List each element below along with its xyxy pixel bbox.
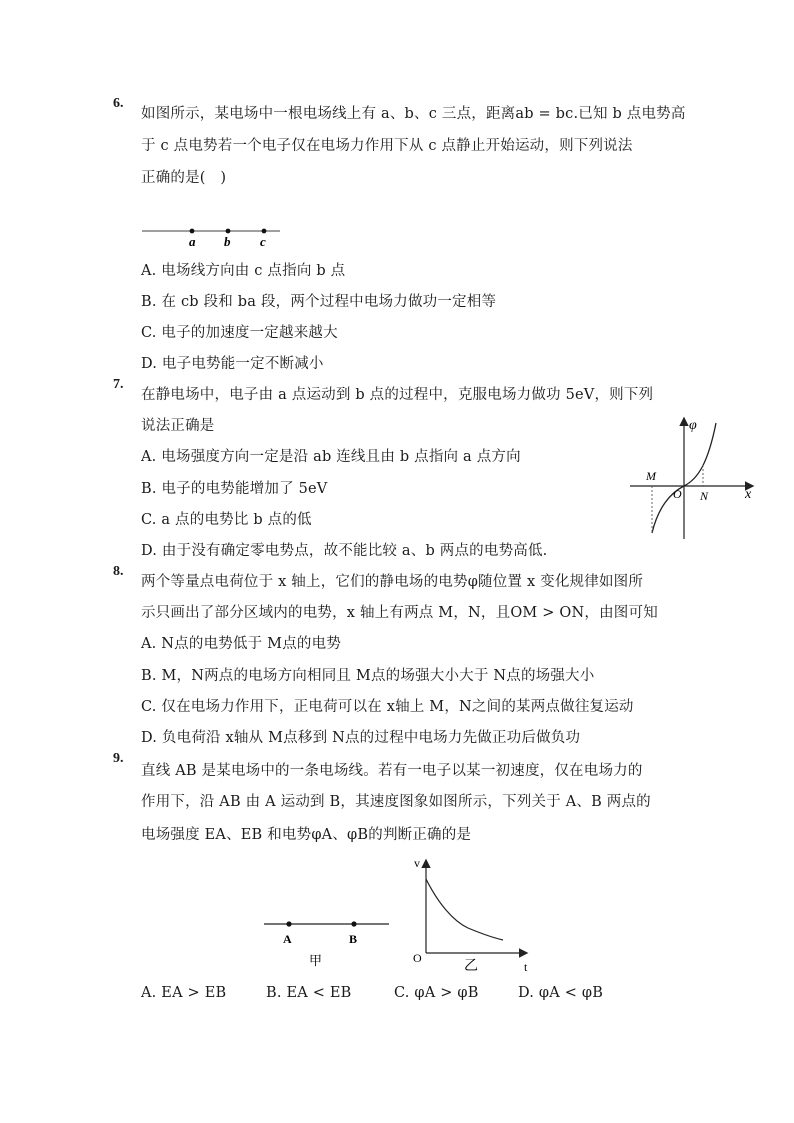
v-label: v xyxy=(414,856,420,870)
velocity-curve xyxy=(426,879,503,940)
caption-yi: 乙 xyxy=(464,959,478,974)
point-B xyxy=(351,921,356,926)
label-a: a xyxy=(189,234,196,249)
label-A: A xyxy=(283,932,292,946)
q6-number: 6. xyxy=(113,96,124,111)
q7-line-2: 说法正确是 xyxy=(141,418,215,434)
q7-option-c: C. a 点的电势比 b 点的低 xyxy=(141,512,312,528)
q9-line-3: 电场强度 EA、EB 和电势φA、φB的判断正确的是 xyxy=(141,827,472,843)
q9-option-c: C. φA > φB xyxy=(394,985,479,1001)
q7-option-b: B. 电子的电势能增加了 5eV xyxy=(141,481,328,497)
label-B: B xyxy=(349,932,358,946)
t-label: t xyxy=(524,960,528,974)
q7-option-d: D. 由于没有确定零电势点，故不能比较 a、b 两点的电势高低. xyxy=(141,543,548,559)
q7-number: 7. xyxy=(113,377,124,392)
point-b xyxy=(226,229,231,234)
q7-option-a: A. 电场强度方向一定是沿 ab 连线且由 b 点指向 a 点方向 xyxy=(141,449,521,465)
q6-option-b: B. 在 cb 段和 ba 段，两个过程中电场力做功一定相等 xyxy=(141,294,497,310)
point-a xyxy=(190,229,195,234)
point-A xyxy=(286,921,291,926)
q6-option-c: C. 电子的加速度一定越来越大 xyxy=(141,325,338,341)
q6-option-a: A. 电场线方向由 c 点指向 b 点 xyxy=(141,263,346,279)
q6-line-2: 于 c 点电势若一个电子仅在电场力作用下从 c 点静止开始运动，则下列说法 xyxy=(141,138,633,154)
q8-option-b: B. M，N两点的电场方向相同且 M点的场强大小大于 N点的场强大小 xyxy=(141,668,595,684)
q9-figure-jia xyxy=(262,910,392,972)
o-label: O xyxy=(673,487,682,501)
q6-line-3: 正确的是( ) xyxy=(141,170,227,186)
o-label: O xyxy=(413,951,422,965)
label-c: c xyxy=(260,234,266,249)
point-c xyxy=(262,229,267,234)
q9-figure-yi xyxy=(408,853,538,981)
x-label: x xyxy=(745,487,752,502)
q8-line-1: 两个等量点电荷位于 x 轴上，它们的静电场的电势φ随位置 x 变化规律如图所 xyxy=(141,574,644,590)
q6-field-line-figure xyxy=(140,222,285,252)
label-b: b xyxy=(224,234,231,249)
phi-label: φ xyxy=(689,418,697,433)
q8-option-a: A. N点的电势低于 M点的电势 xyxy=(141,636,342,652)
q9-option-d: D. φA < φB xyxy=(518,985,604,1001)
q8-option-c: C. 仅在电场力作用下，正电荷可以在 x轴上 M，N之间的某两点做往复运动 xyxy=(141,699,634,715)
q9-option-b: B. EA < EB xyxy=(266,985,352,1001)
q8-line-2: 示只画出了部分区域内的电势，x 轴上有两点 M，N，且OM > ON，由图可知 xyxy=(141,605,658,621)
m-label: M xyxy=(646,469,656,483)
q9-option-a: A. EA > EB xyxy=(141,985,227,1001)
q7-line-1: 在静电场中，电子由 a 点运动到 b 点的过程中，克服电场力做功 5eV，则下列 xyxy=(141,387,654,403)
q8-number: 8. xyxy=(113,564,124,579)
q6-option-d: D. 电子电势能一定不断减小 xyxy=(141,356,324,372)
q8-potential-graph xyxy=(628,413,758,543)
n-label: N xyxy=(700,489,709,503)
q9-number: 9. xyxy=(113,751,124,766)
q9-line-2: 作用下，沿 AB 由 A 运动到 B，其速度图象如图所示，下列关于 A、B 两点的 xyxy=(141,794,651,810)
q6-line-1: 如图所示，某电场中一根电场线上有 a、b、c 三点，距离ab = bc.已知 b 点电势高 xyxy=(141,106,686,122)
q8-option-d: D. 负电荷沿 x轴从 M点移到 N点的过程中电场力先做正功后做负功 xyxy=(141,730,581,746)
caption-jia: 甲 xyxy=(309,953,323,968)
q9-line-1: 直线 AB 是某电场中的一条电场线。若有一电子以某一初速度，仅在电场力的 xyxy=(141,763,643,779)
